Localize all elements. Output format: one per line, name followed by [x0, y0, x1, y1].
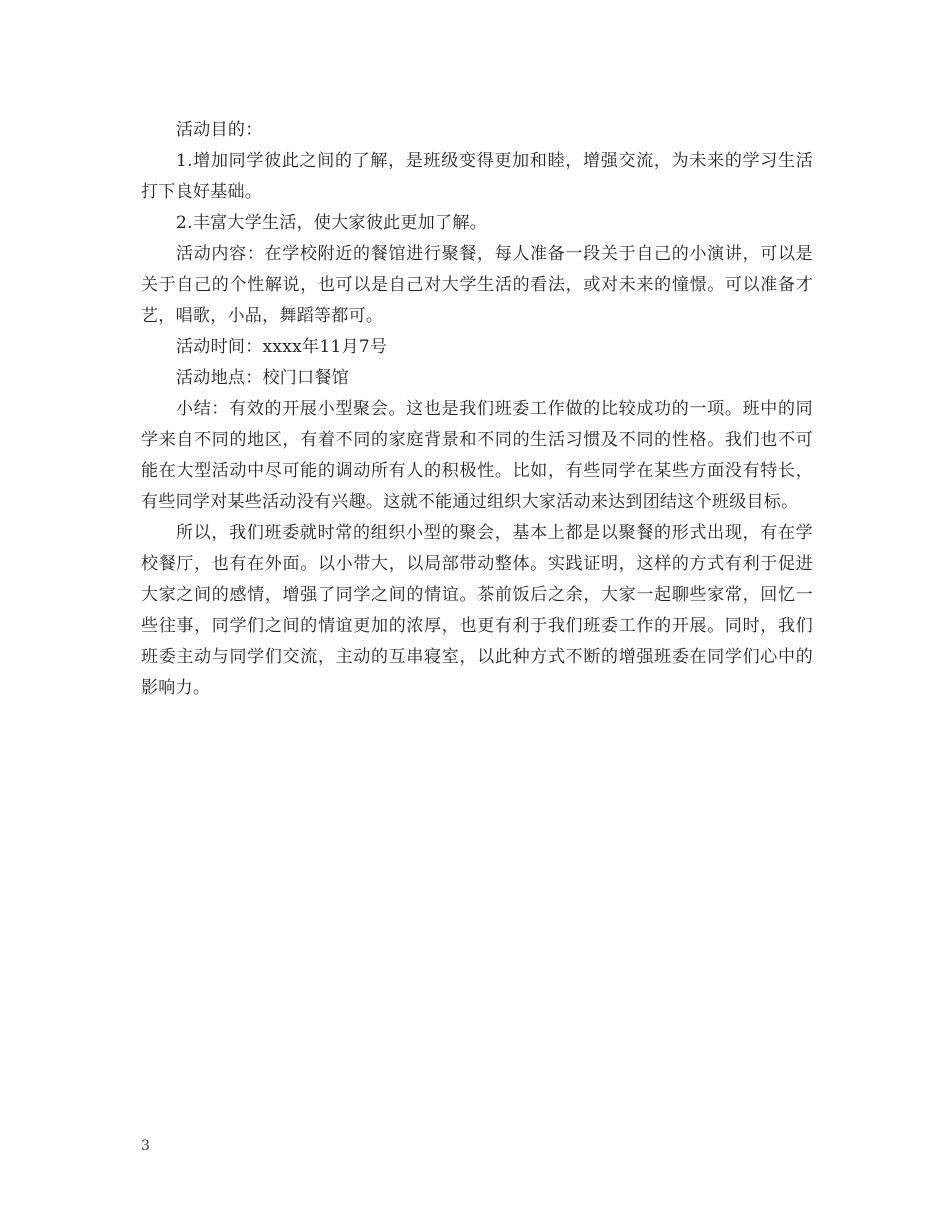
- paragraph-purpose-item-2: 2.丰富大学生活，使大家彼此更加了解。: [176, 213, 487, 233]
- paragraph-activity-purpose-heading: 活动目的：: [176, 120, 263, 140]
- paragraph-conclusion: 所以，我们班委就时常的组织小型的聚会，基本上都是以聚餐的形式出现，有在学校餐厅，也有在外面。以小带大，以局部带动整体。实践证明，这样的方式有利于促进大家之间的感情，增强了同学之间的情谊。茶前饭后之余，大家一起聊些家常，回忆一些往事，同学们之间的情谊更加的浓厚，也更有利于我们班委工作的开展。同时，我们班委主动与同学们交流，主动的互串寝室，以此种方式不断的增强班委在同学们心中的影响力。: [141, 523, 813, 698]
- paragraph-activity-content: 活动内容：在学校附近的餐馆进行聚餐，每人准备一段关于自己的小演讲，可以是关于自己的个性解说，也可以是自己对大学生活的看法，或对未来的憧憬。可以准备才艺，唱歌，小品，舞蹈等都可。: [141, 244, 813, 326]
- paragraph-summary: 小结：有效的开展小型聚会。这也是我们班委工作做的比较成功的一项。班中的同学来自不同的地区，有着不同的家庭背景和不同的生活习惯及不同的性格。我们也不可能在大型活动中尽可能的调动所有人的积极性。比如，有些同学在某些方面没有特长，有些同学对某些活动没有兴趣。这就不能通过组织大家活动来达到团结这个班级目标。: [141, 399, 813, 512]
- paragraph-activity-location: 活动地点：校门口餐馆: [176, 368, 349, 388]
- page-number: 3: [141, 1138, 150, 1154]
- document-body: [141, 115, 813, 704]
- paragraph-activity-time: 活动时间：xxxx年11月7号: [176, 337, 388, 357]
- paragraph-purpose-item-1: 1.增加同学彼此之间的了解，是班级变得更加和睦，增强交流，为未来的学习生活打下良好基础。: [141, 151, 813, 202]
